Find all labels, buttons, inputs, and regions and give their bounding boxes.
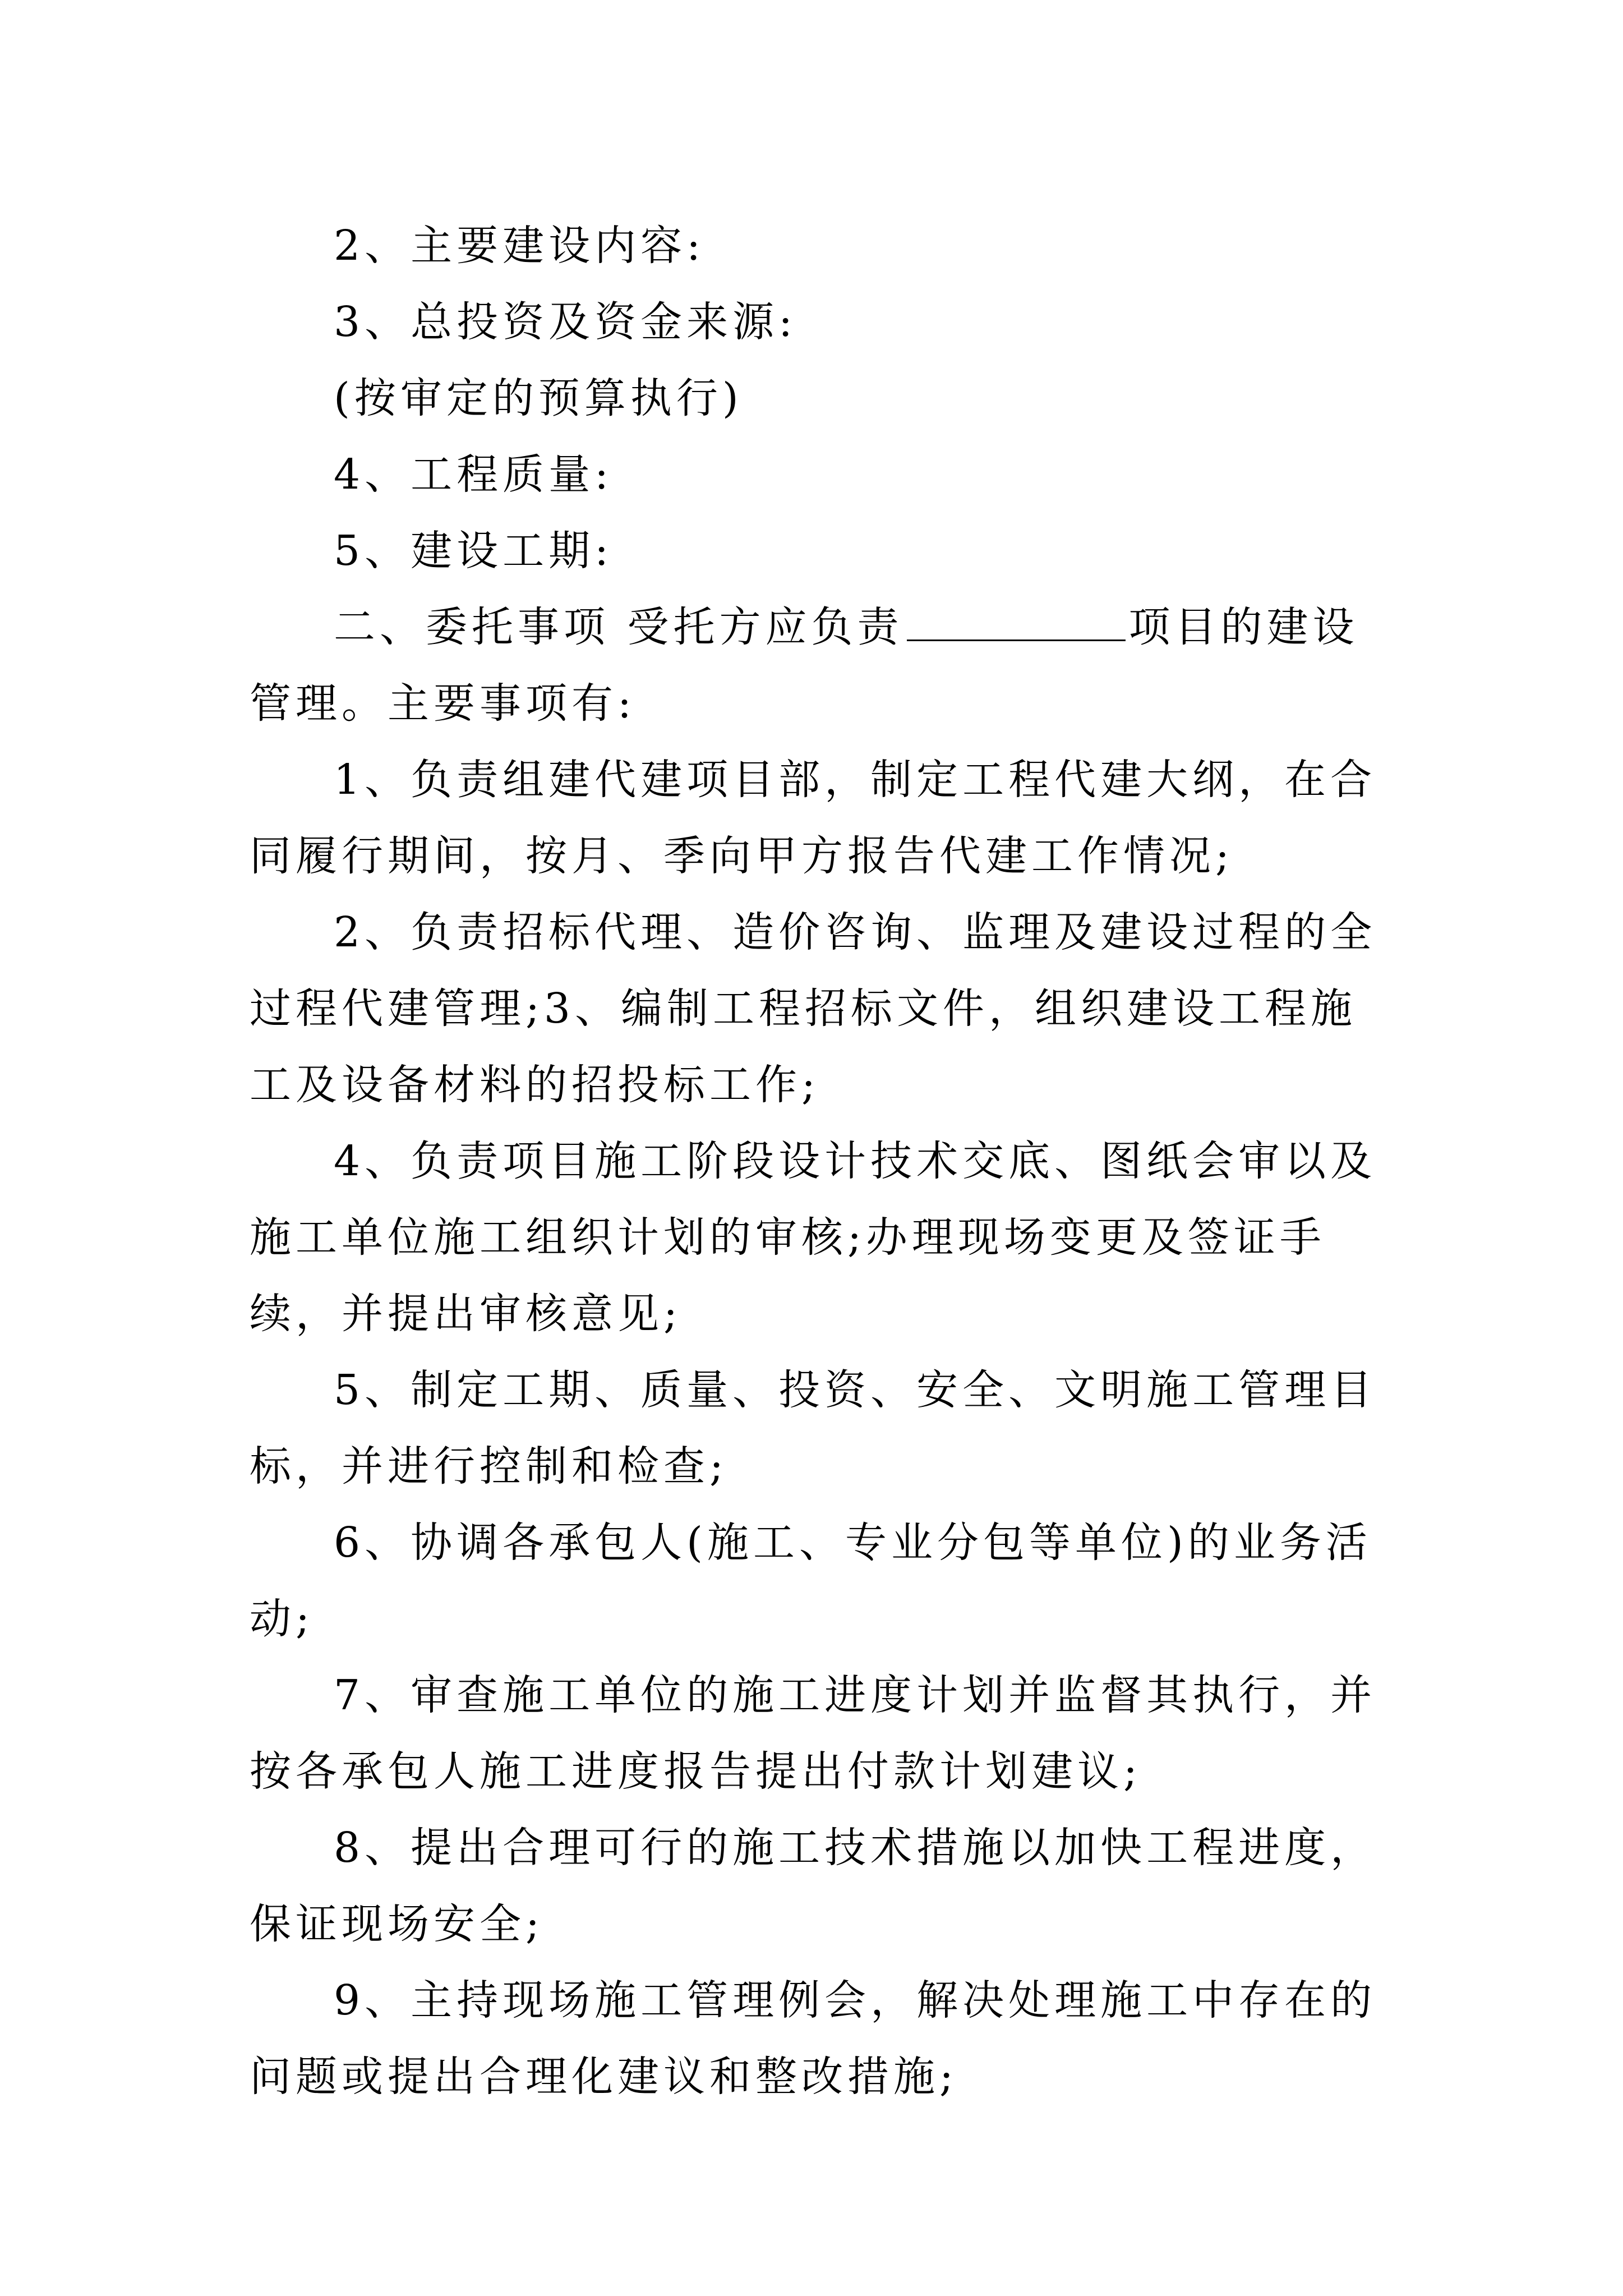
paragraph-construction-period: 5、建设工期:: [334, 527, 614, 575]
entrusted-matters-lead: 二、委托事项 受托方应负责: [334, 603, 903, 651]
paragraph-entrusted-matters: [250, 589, 1391, 742]
paragraph-item-5: 5、制定工期、质量、投资、安全、文明施工管理目标，并进行控制和检查;: [250, 1366, 1377, 1490]
paragraph-budget-note: (按审定的预算执行): [334, 374, 743, 422]
paragraph-project-quality: 4、工程质量:: [334, 450, 614, 499]
paragraph-item-9: 9、主持现场施工管理例会，解决处理施工中存在的问题或提出合理化建议和整改措施;: [250, 1976, 1377, 2101]
document-body: [250, 208, 1391, 2115]
paragraph-item-8: 8、提出合理可行的施工技术措施以加快工程进度，保证现场安全;: [250, 1824, 1377, 1948]
paragraph-item-6: 6、协调各承包人(施工、专业分包等单位)的业务活动;: [250, 1519, 1372, 1643]
project-name-blank: [907, 600, 1126, 641]
paragraph-investment-source: 3、总投资及资金来源:: [334, 298, 797, 346]
paragraph-item-4: 4、负责项目施工阶段设计技术交底、图纸会审以及施工单位施工组织计划的审核;办理现场变更及签证手续，并提出审核意见;: [250, 1137, 1377, 1338]
entrusted-matters-tail: 项目的建设管理。主要事项有:: [250, 603, 1359, 728]
paragraph-item-2-3: 2、负责招标代理、造价咨询、监理及建设过程的全过程代建管理;3、编制工程招标文件，组织建设工程施工及设备材料的招投标工作;: [250, 908, 1377, 1109]
paragraph-item-1: 1、负责组建代建项目部，制定工程代建大纲，在合同履行期间，按月、季向甲方报告代建工作情况;: [250, 756, 1377, 880]
paragraph-item-7: 7、审查施工单位的施工进度计划并监督其执行，并按各承包人施工进度报告提出付款计划建议;: [250, 1671, 1377, 1796]
paragraph-construction-content: 2、主要建设内容:: [334, 222, 706, 270]
